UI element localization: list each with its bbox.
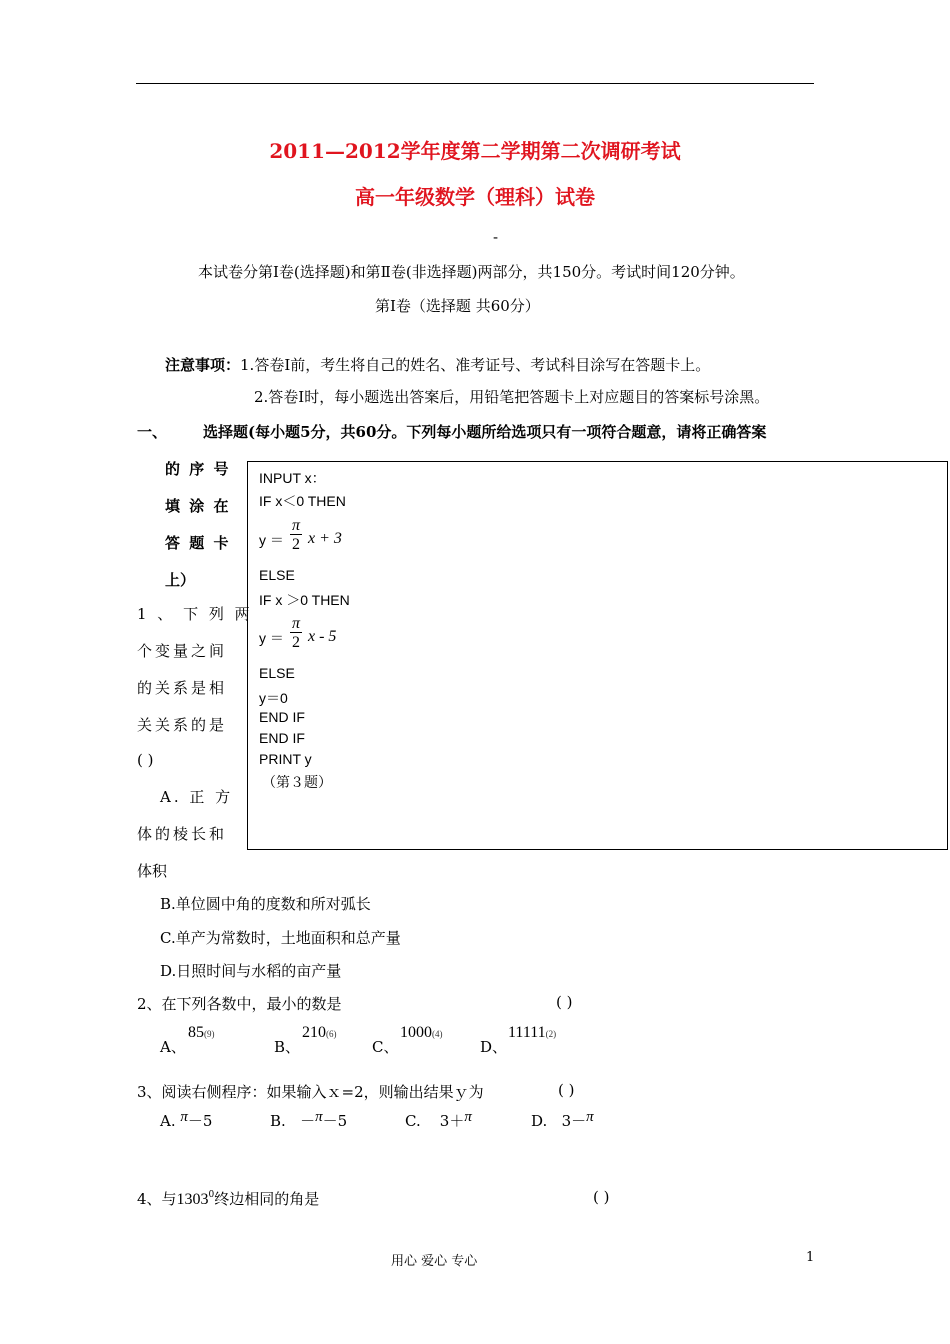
q4-stem-post: 终边相同的角是 [214, 1190, 320, 1208]
q1-option-b: B.单位圆中角的度数和所对弧长 [160, 895, 371, 913]
program-line: y ＝ [259, 630, 284, 646]
program-line: INPUT x： [259, 470, 326, 486]
expr-x-minus-5: x - 5 [308, 628, 337, 645]
option-expr: －5 [187, 1112, 213, 1130]
q2-option-b-num [302, 1024, 337, 1042]
q3-stem: 3、阅读右侧程序：如果输入ｘ=2，则输出结果ｙ为 [137, 1083, 484, 1101]
q1-stem-line: 的关系是相 [137, 679, 228, 697]
number-base: (4) [432, 1029, 443, 1039]
pi-symbol: π [291, 615, 300, 632]
option-expr: － [300, 1112, 316, 1130]
program-line: ELSE [259, 567, 295, 583]
q4-stem-pre: 4、与 [137, 1190, 177, 1208]
program-line: END IF [259, 709, 305, 725]
option-label: A. [160, 1112, 176, 1130]
q2-option-d-num [508, 1024, 556, 1042]
q2-option-c-num [400, 1024, 443, 1042]
program-line [308, 530, 342, 548]
notice-item1-text: 1.答卷Ⅰ前，考生将自己的姓名、准考证号、考试科目涂写在答题卡上。 [240, 356, 711, 374]
page-number: 1 [806, 1250, 815, 1265]
section1-heading-cont: 填 涂 在 [165, 497, 231, 515]
pi-symbol: π [464, 1109, 472, 1125]
option-label: B. [270, 1112, 286, 1130]
notice-item1 [165, 354, 710, 375]
pi-symbol: π [586, 1109, 594, 1125]
q1-option-a: A. 正 方 [160, 788, 234, 806]
pi-symbol: π [291, 517, 300, 534]
q2-option-a-label: A、 [160, 1038, 186, 1056]
q2-option-d-label: D、 [480, 1038, 508, 1056]
footer-motto: 用心 爱心 专心 [391, 1254, 478, 1269]
option-label: D. [531, 1112, 548, 1130]
program-line: IF x ＞0 THEN [259, 592, 350, 608]
option-expr: －5 [322, 1112, 348, 1130]
q2-option-c-label: C、 [372, 1038, 399, 1056]
notice-label: 注意事项： [165, 356, 241, 374]
q2-stem: 2、在下列各数中，最小的数是 [137, 995, 342, 1013]
intro-line2: 第Ⅰ卷（选择题 共60分） [375, 297, 540, 315]
section1-heading-cont: 上） [165, 571, 196, 589]
q1-option-c: C.单产为常数时，土地面积和总产量 [160, 929, 401, 947]
option-expr: 3＋ [439, 1112, 465, 1130]
q4-stem [137, 1188, 319, 1209]
section1-heading-cont: 答 题 卡 [165, 534, 231, 552]
section1-number: 一、 [137, 423, 168, 441]
program-line: y＝0 [259, 690, 288, 706]
pi-over-2-fraction [289, 615, 303, 652]
number-base: (6) [326, 1029, 337, 1039]
exam-title-line1: 2011—2012学年度第二学期第二次调研考试 [269, 139, 681, 163]
number-value: 11111 [508, 1024, 546, 1041]
q1-option-a-cont: 体积 [137, 862, 168, 880]
angle-value: 1303 [176, 1191, 209, 1208]
title-dash: - [493, 228, 499, 246]
program-line: y ＝ [259, 532, 284, 548]
number-value: 85 [188, 1024, 204, 1041]
pi-symbol: π [180, 1109, 188, 1125]
pi-symbol: π [315, 1109, 323, 1125]
q3-option-a [160, 1110, 212, 1131]
degree-mark: 0 [208, 1190, 215, 1200]
header-rule [136, 83, 814, 84]
number-value: 1000 [400, 1024, 432, 1041]
q1-answer-paren: ( ) [137, 751, 154, 769]
denominator: 2 [292, 536, 300, 553]
q3-option-c [405, 1110, 472, 1131]
section1-heading-cont: 的 序 号 [165, 460, 231, 478]
notice-item2: 2.答卷Ⅰ时，每小题选出答案后，用铅笔把答题卡上对应题目的答案标号涂黑。 [254, 388, 770, 406]
q1-option-a-cont: 体的棱长和 [137, 825, 228, 843]
q2-option-a-num [188, 1024, 215, 1042]
exam-title-line2: 高一年级数学（理科）试卷 [355, 185, 595, 209]
number-base: (9) [204, 1029, 215, 1039]
number-value: 210 [302, 1024, 326, 1041]
program-line: IF x＜0 THEN [259, 493, 346, 509]
program-box [247, 461, 948, 850]
q1-stem-line: 关关系的是 [137, 716, 228, 734]
q1-stem-line: 个变量之间 [137, 642, 228, 660]
q1-stem-line: 1 、 下 列 两 [137, 605, 253, 623]
q1-option-d: D.日照时间与水稻的亩产量 [160, 962, 342, 980]
program-line: PRINT y [259, 751, 312, 767]
program-line: ELSE [259, 665, 295, 681]
section1-heading: 选择题(每小题5分，共60分。下列每小题所给选项只有一项符合题意，请将正确答案 [203, 423, 767, 441]
option-label: C. [405, 1112, 421, 1130]
q3-option-b [270, 1110, 347, 1131]
program-caption: （第３题） [262, 774, 332, 790]
program-line: END IF [259, 730, 305, 746]
q3-answer-paren: ( ) [558, 1081, 575, 1099]
expr-x-plus-3: x + 3 [308, 530, 342, 547]
q2-answer-paren: ( ) [556, 993, 573, 1011]
q4-answer-paren: ( ) [593, 1188, 610, 1206]
intro-line1: 本试卷分第Ⅰ卷(选择题)和第Ⅱ卷(非选择题)两部分，共150分。考试时间120分钟。 [198, 263, 745, 281]
q3-option-d [531, 1110, 594, 1131]
q2-option-b-label: B、 [274, 1038, 301, 1056]
denominator: 2 [292, 634, 300, 651]
pi-over-2-fraction [289, 517, 303, 554]
number-base: (2) [545, 1029, 557, 1039]
option-expr: 3－ [561, 1112, 587, 1130]
program-line [308, 628, 336, 646]
